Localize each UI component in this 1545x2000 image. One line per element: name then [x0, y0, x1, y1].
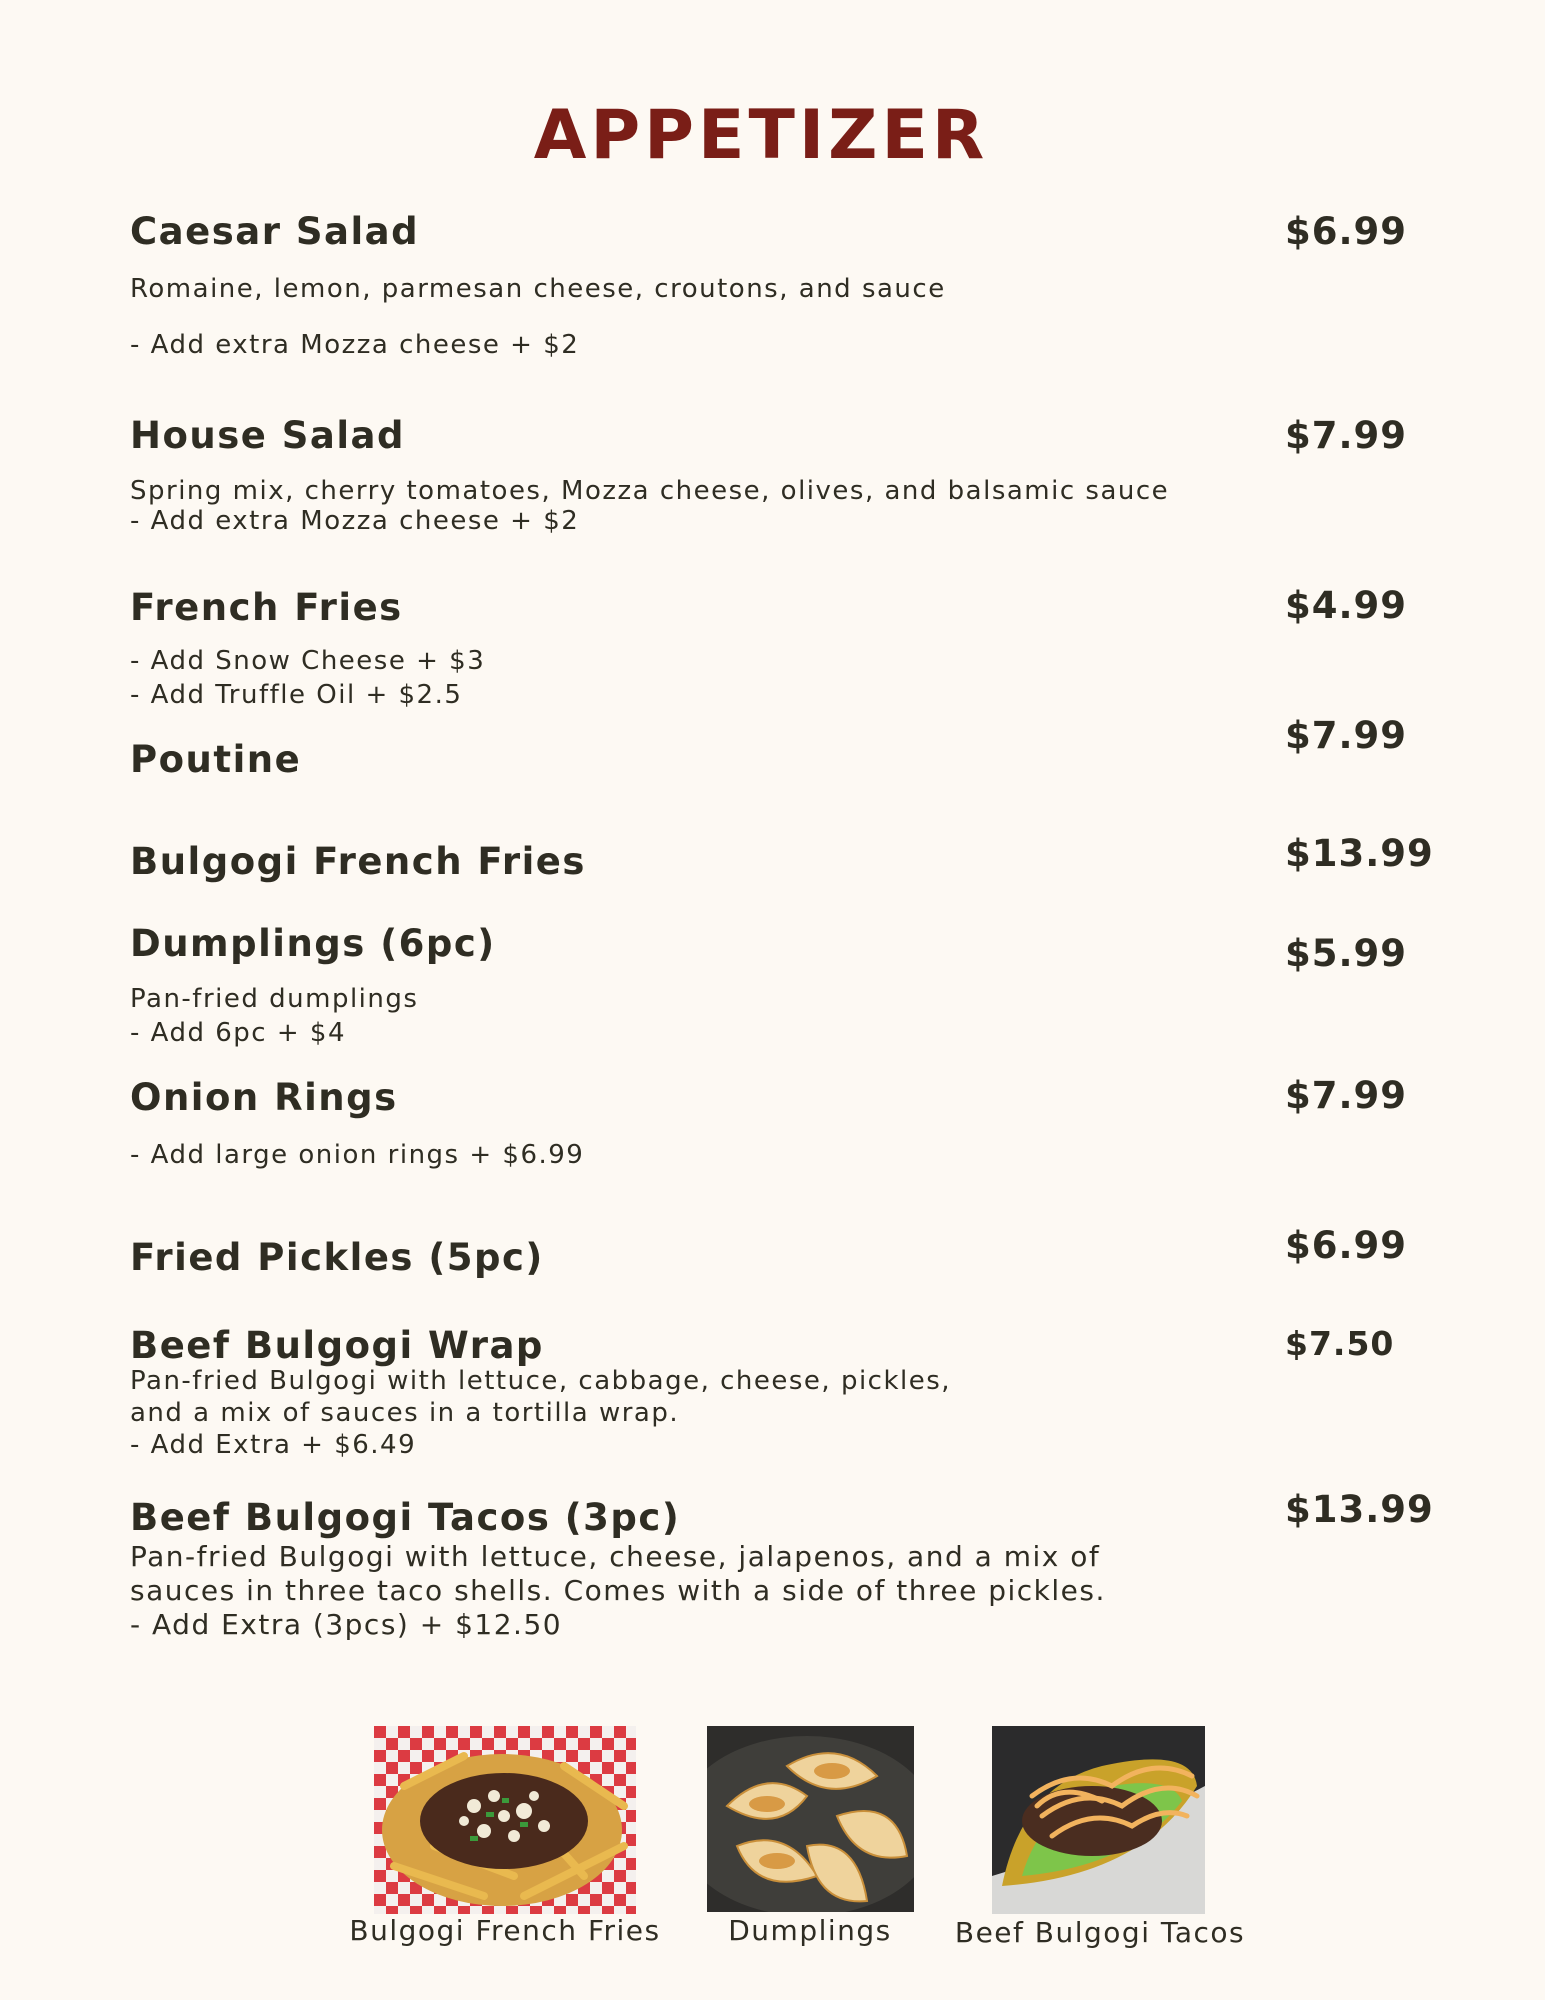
item-description: Romaine, lemon, parmesan cheese, croutons, and sauce [130, 274, 946, 304]
item-price: $7.99 [1285, 414, 1408, 457]
item-name: Onion Rings [130, 1076, 398, 1119]
item-addon: - Add Extra + $6.49 [130, 1430, 417, 1460]
item-description: Pan-fried dumplings [130, 984, 419, 1014]
item-price: $7.99 [1285, 714, 1408, 757]
item-name: Fried Pickles (5pc) [130, 1236, 544, 1279]
item-price: $5.99 [1285, 932, 1408, 975]
item-price: $6.99 [1285, 1224, 1408, 1267]
photo-caption: Dumplings [728, 1914, 892, 1947]
photo-caption: Beef Bulgogi Tacos [954, 1916, 1246, 1949]
item-price: $6.99 [1285, 210, 1408, 253]
item-name: Poutine [130, 738, 302, 781]
item-addon: - Add Extra (3pcs) + $12.50 [130, 1608, 563, 1641]
item-name: French Fries [130, 586, 403, 629]
item-name: Beef Bulgogi Tacos (3pc) [130, 1496, 681, 1539]
item-price: $13.99 [1285, 1488, 1434, 1531]
item-price: $4.99 [1285, 584, 1408, 627]
item-name: Bulgogi French Fries [130, 840, 586, 883]
item-addon: - Add extra Mozza cheese + $2 [130, 330, 580, 360]
dumplings-photo [707, 1726, 914, 1912]
item-name: Beef Bulgogi Wrap [130, 1324, 544, 1367]
menu-title: APPETIZER [533, 96, 989, 175]
item-description: Pan-fried Bulgogi with lettuce, cabbage, cheese, pickles, [130, 1366, 952, 1396]
item-description: Spring mix, cherry tomatoes, Mozza cheese, olives, and balsamic sauce [130, 476, 1170, 506]
item-name: Caesar Salad [130, 210, 420, 253]
item-description: Pan-fried Bulgogi with lettuce, cheese, jalapenos, and a mix of [130, 1540, 1101, 1573]
item-price: $7.50 [1285, 1324, 1395, 1363]
item-addon: - Add extra Mozza cheese + $2 [130, 506, 580, 536]
item-addon: - Add Truffle Oil + $2.5 [130, 680, 463, 710]
item-description: sauces in three taco shells. Comes with a side of three pickles. [130, 1574, 1106, 1607]
item-name: House Salad [130, 414, 405, 457]
photo-caption: Bulgogi French Fries [349, 1914, 661, 1947]
tacos-photo [992, 1726, 1205, 1914]
item-addon: - Add 6pc + $4 [130, 1018, 346, 1048]
item-price: $13.99 [1285, 832, 1434, 875]
item-description: and a mix of sauces in a tortilla wrap. [130, 1398, 680, 1428]
item-price: $7.99 [1285, 1074, 1408, 1117]
item-addon: - Add large onion rings + $6.99 [130, 1140, 585, 1170]
fries-photo [374, 1726, 636, 1914]
item-name: Dumplings (6pc) [130, 922, 496, 965]
item-addon: - Add Snow Cheese + $3 [130, 646, 486, 676]
